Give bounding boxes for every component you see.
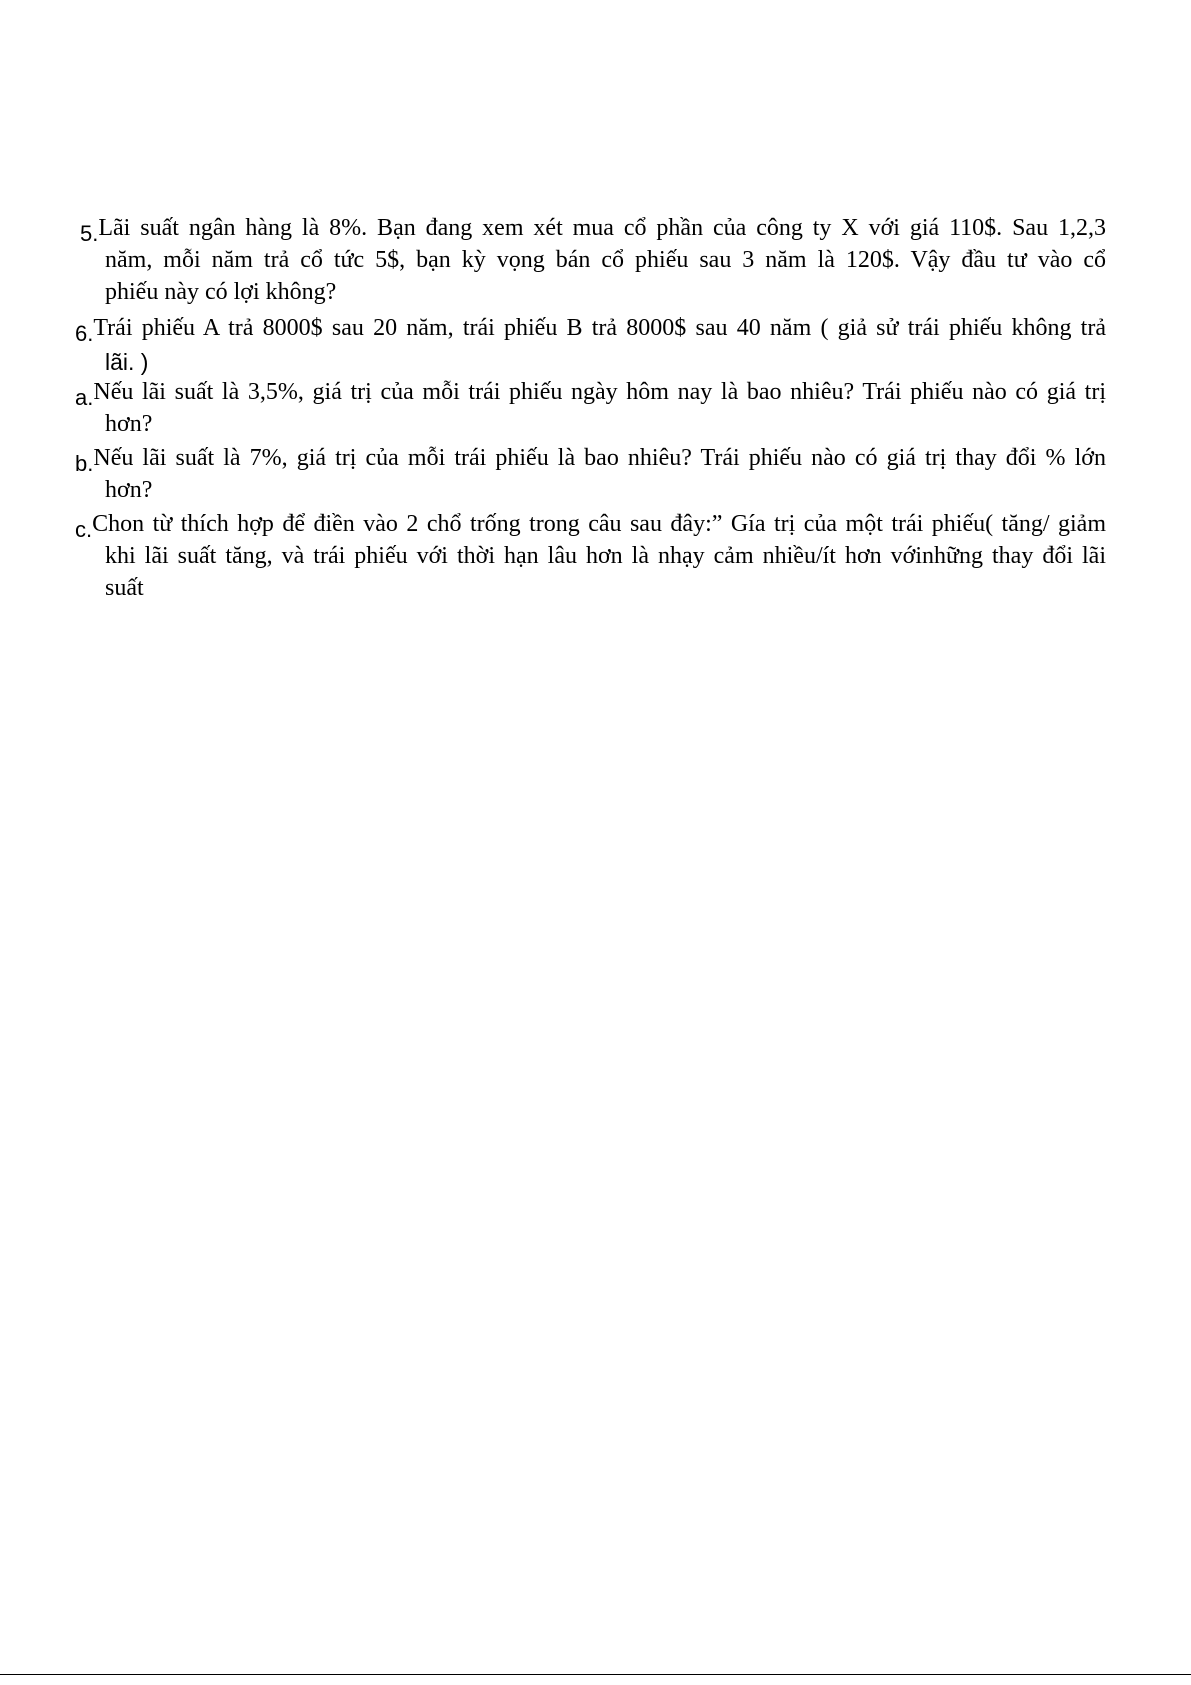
footer-rule <box>0 1674 1191 1675</box>
question-5-marker: 5. <box>80 221 99 246</box>
subquestion-a-line-1 <box>75 378 1106 410</box>
subquestion-c-text-line-3: suất <box>105 575 144 601</box>
subquestion-c-text-line-1: Chon từ thích hợp để điền vào 2 chổ trống trong câu sau đây:” Gía trị của một trái phiếu( tăng/ giảm <box>92 511 1106 537</box>
subquestion-a-text-line-1: Nếu lãi suất là 3,5%, giá trị của mỗi trái phiếu ngày hôm nay là bao nhiêu? Trái phiếu nào có giá trị <box>93 379 1106 405</box>
question-6-text-line-2: lãi. ) <box>105 349 149 375</box>
subquestion-b-text-line-1: Nếu lãi suất là 7%, giá trị của mỗi trái phiếu là bao nhiêu? Trái phiếu nào có giá trị thay đổi % lớn <box>93 445 1106 471</box>
subquestion-c-line-1 <box>75 510 1106 542</box>
subquestion-b-text-line-2: hơn? <box>105 477 153 503</box>
question-5-text-line-3: phiếu này có lợi không? <box>105 279 337 305</box>
subquestion-a-text-line-2: hơn? <box>105 411 153 437</box>
subquestion-c-line-3 <box>105 574 144 602</box>
subquestion-a-line-2 <box>105 410 152 438</box>
question-5-line-2 <box>105 246 1106 274</box>
subquestion-a-marker: a. <box>75 385 94 410</box>
question-5-line-1 <box>80 214 1106 246</box>
question-5-line-3 <box>105 278 336 306</box>
subquestion-c-line-2 <box>105 542 1106 570</box>
question-5-text-line-2: năm, mỗi năm trả cổ tức 5$, bạn kỳ vọng bán cổ phiếu sau 3 năm là 120$. Vậy đầu tư vào cổ <box>105 247 1106 273</box>
subquestion-c-text-line-2: khi lãi suất tăng, và trái phiếu với thời hạn lâu hơn là nhạy cảm nhiều/ít hơn vớinhững thay đổi lãi <box>105 543 1106 569</box>
subquestion-b-line-2 <box>105 476 152 504</box>
subquestion-c-marker: c. <box>75 517 93 542</box>
question-6-marker: 6. <box>75 321 94 346</box>
question-5-text-line-1: Lãi suất ngân hàng là 8%. Bạn đang xem xét mua cổ phần của công ty X với giá 110$. Sau 1,2,3 <box>98 215 1106 241</box>
question-6-line-1 <box>75 314 1106 346</box>
subquestion-b-marker: b. <box>75 451 94 476</box>
question-6-text-line-1: Trái phiếu A trả 8000$ sau 20 năm, trái phiếu B trả 8000$ sau 40 năm ( giả sử trái phiếu không trả <box>93 315 1106 341</box>
subquestion-b-line-1 <box>75 444 1106 476</box>
question-6-line-2 <box>105 348 148 376</box>
